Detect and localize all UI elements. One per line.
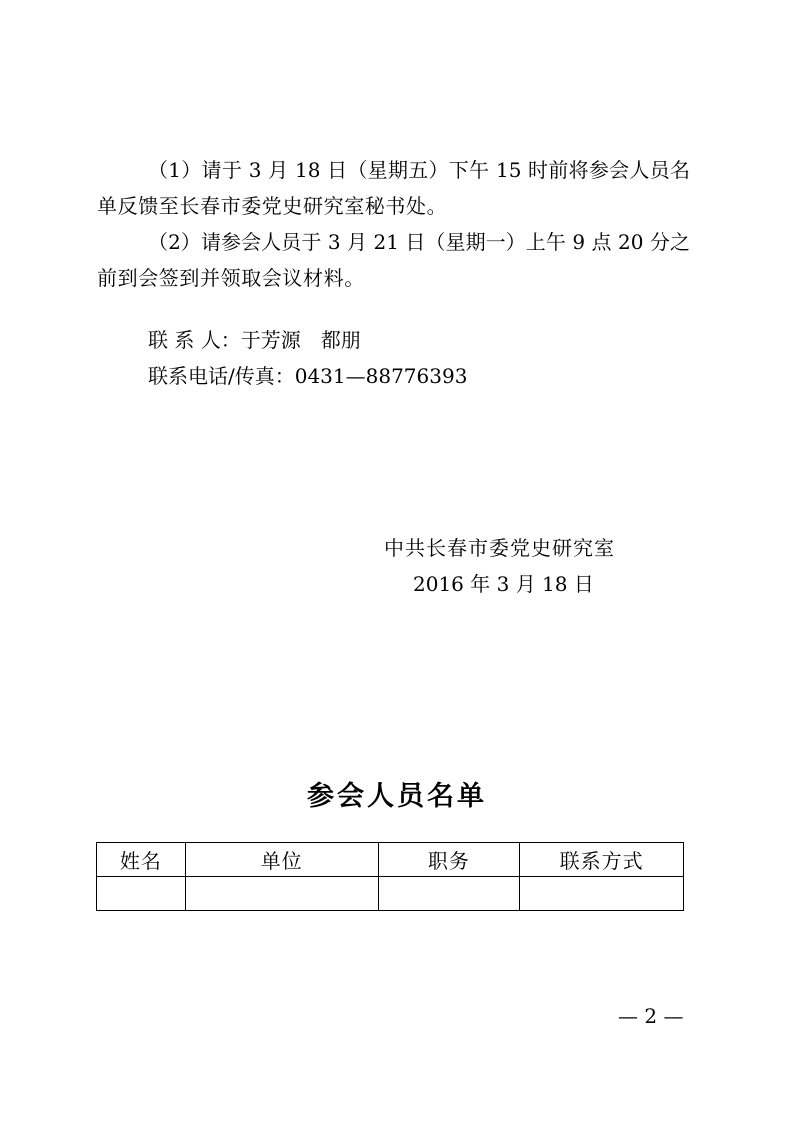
cell-name[interactable] bbox=[97, 877, 186, 911]
page-number: — 2 — bbox=[618, 1004, 684, 1028]
attendee-table bbox=[96, 842, 684, 911]
header-contact: 联系方式 bbox=[520, 843, 684, 877]
header-unit: 单位 bbox=[185, 843, 378, 877]
table-row bbox=[97, 877, 684, 911]
attendee-list-title: 参会人员名单 bbox=[307, 781, 487, 812]
header-name: 姓名 bbox=[97, 843, 186, 877]
paragraph-2-line-2: 前到会签到并领取会议材料。 bbox=[97, 266, 365, 290]
contact-phone: 联系电话/传真：0431—88776393 bbox=[148, 364, 468, 388]
paragraph-1-line-2: 单反馈至长春市委党史研究室秘书处。 bbox=[97, 194, 448, 218]
cell-contact[interactable] bbox=[520, 877, 684, 911]
paragraph-1-line-1: （1）请于 3 月 18 日（星期五）下午 15 时前将参会人员名 bbox=[148, 158, 690, 182]
contact-person: 联 系 人：于芳源 都朋 bbox=[148, 328, 361, 352]
paragraph-2-line-1: （2）请参会人员于 3 月 21 日（星期一）上午 9 点 20 分之 bbox=[148, 230, 690, 254]
signature-org: 中共长春市委党史研究室 bbox=[384, 536, 615, 560]
table-header-row bbox=[97, 843, 684, 877]
cell-position[interactable] bbox=[378, 877, 520, 911]
cell-unit[interactable] bbox=[185, 877, 378, 911]
header-position: 职务 bbox=[378, 843, 520, 877]
signature-date: 2016 年 3 月 18 日 bbox=[413, 572, 594, 596]
